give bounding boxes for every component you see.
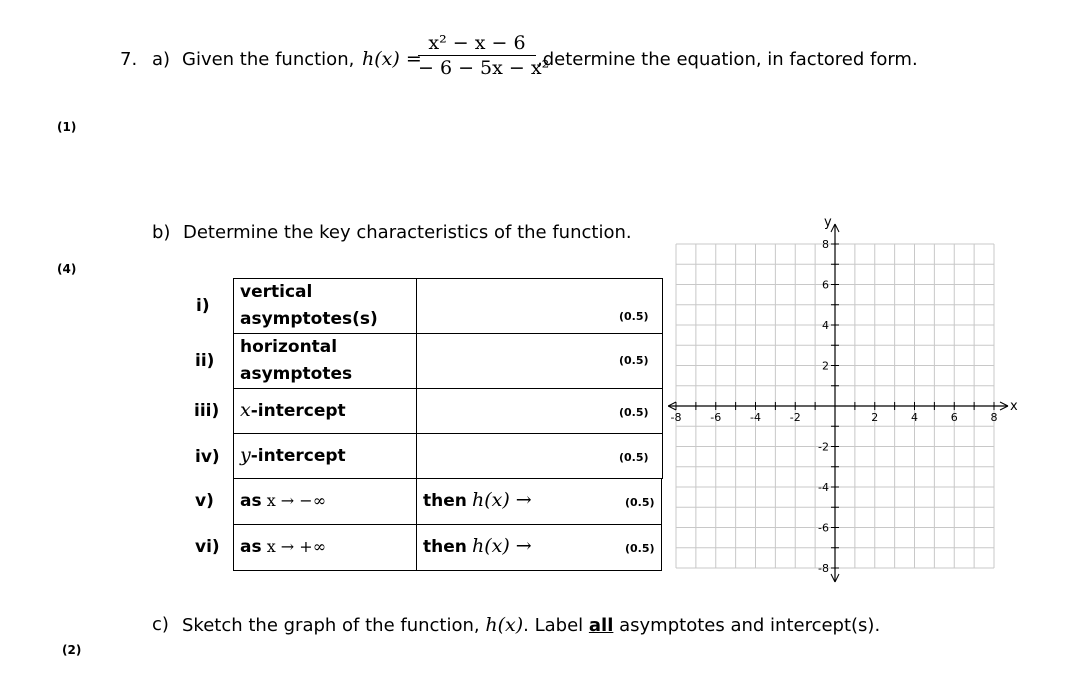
row-label: horizontal asymptotes (240, 337, 353, 384)
row-label-cell (234, 479, 417, 525)
limit-expression: x → +∞ (266, 537, 327, 556)
points-value: (0.5) (619, 451, 649, 464)
answer-cell-horizontal-asymptotes[interactable] (417, 334, 663, 389)
x-axis-label: x (1010, 399, 1018, 414)
x-tick-label: -8 (670, 411, 682, 424)
y-axis-label: y (824, 215, 832, 230)
points-value: (0.5) (619, 354, 649, 367)
part-a-fraction (418, 32, 550, 79)
row-label: -intercept (250, 446, 346, 466)
y-tick-label: -8 (818, 562, 829, 575)
y-tick-label: 6 (822, 278, 829, 292)
row-label-cell (234, 434, 417, 479)
part-c-text-after: asymptotes and intercept(s). (619, 615, 881, 636)
then-text: then (423, 491, 467, 511)
part-c-text (182, 614, 880, 636)
y-tick-label: -4 (818, 481, 829, 494)
fraction-denominator: − 6 − 5x − x² (418, 57, 550, 79)
intercept-variable: y (240, 444, 251, 466)
part-c-text-before: Sketch the graph of the function, (182, 615, 480, 636)
table-row (234, 389, 663, 434)
y-tick-label: -6 (818, 521, 829, 535)
fraction-numerator: x² − x − 6 (428, 32, 526, 54)
intercept-variable: x (240, 399, 251, 421)
part-c-text-middle: . Label (523, 615, 584, 636)
row-label-cell (234, 279, 417, 334)
part-a-text: Given the function, (182, 49, 355, 70)
part-c-emphasis: all (588, 615, 614, 636)
answer-cell-pos-infinity[interactable] (417, 525, 662, 571)
x-tick-label: -4 (750, 411, 761, 424)
row-numeral-iii: iii) (194, 401, 220, 421)
then-text: then (423, 537, 467, 557)
row-label-cell (234, 525, 417, 571)
answer-cell-neg-infinity[interactable] (417, 479, 662, 525)
marks-part-b: (4) (57, 262, 77, 276)
row-numeral-i: i) (196, 296, 210, 316)
table-row (234, 434, 663, 479)
as-text: as (240, 491, 262, 511)
answer-cell-y-intercept[interactable] (417, 434, 663, 479)
part-a-func-name: h(x) = (362, 48, 422, 70)
row-numeral-vi: vi) (195, 537, 220, 557)
marks-part-c: (2) (62, 643, 82, 657)
part-c-label: c) (152, 614, 169, 635)
row-label-cell (234, 334, 417, 389)
coordinate-grid[interactable] (668, 210, 1028, 585)
table-row (234, 525, 663, 571)
part-c-func: h(x) (485, 614, 524, 636)
func-arrow: h(x) → (471, 535, 532, 557)
row-label: -intercept (250, 401, 346, 421)
part-b-text: Determine the key characteristics of the function. (183, 222, 632, 243)
points-value: (0.5) (619, 406, 649, 419)
y-tick-label: 4 (822, 319, 829, 332)
table-row (234, 279, 663, 334)
row-numeral-v: v) (195, 491, 214, 511)
row-label: vertical asymptotes(s) (240, 282, 378, 329)
row-numeral-ii: ii) (195, 351, 215, 371)
fraction-bar (418, 55, 536, 56)
points-value: (0.5) (625, 542, 655, 555)
func-arrow: h(x) → (471, 489, 532, 511)
part-a-label: a) (152, 49, 171, 70)
x-tick-label: 4 (911, 411, 918, 424)
y-tick-label: 8 (822, 238, 829, 251)
x-tick-label: 8 (990, 411, 998, 424)
table-row (234, 334, 663, 389)
answer-cell-vertical-asymptotes[interactable] (417, 279, 663, 334)
x-tick-label: 2 (871, 411, 879, 424)
points-value: (0.5) (619, 310, 649, 323)
key-characteristics-table (233, 278, 663, 571)
axes (668, 224, 1008, 582)
y-tick-label: 2 (822, 359, 829, 373)
part-a-text-after: ,determine the equation, in factored form. (537, 49, 918, 70)
x-tick-label: -2 (789, 411, 801, 424)
row-numeral-iv: iv) (195, 447, 220, 467)
limit-expression: x → −∞ (266, 491, 327, 510)
as-text: as (240, 537, 262, 557)
points-value: (0.5) (625, 496, 655, 509)
answer-cell-x-intercept[interactable] (417, 389, 663, 434)
part-b-label: b) (152, 222, 171, 243)
row-label-cell (234, 389, 417, 434)
table-row (234, 479, 663, 525)
question-number: 7. (120, 49, 138, 70)
y-tick-label: -2 (818, 440, 829, 454)
marks-part-a: (1) (57, 120, 77, 134)
x-tick-label: 6 (950, 411, 958, 424)
x-tick-label: -6 (710, 411, 722, 424)
